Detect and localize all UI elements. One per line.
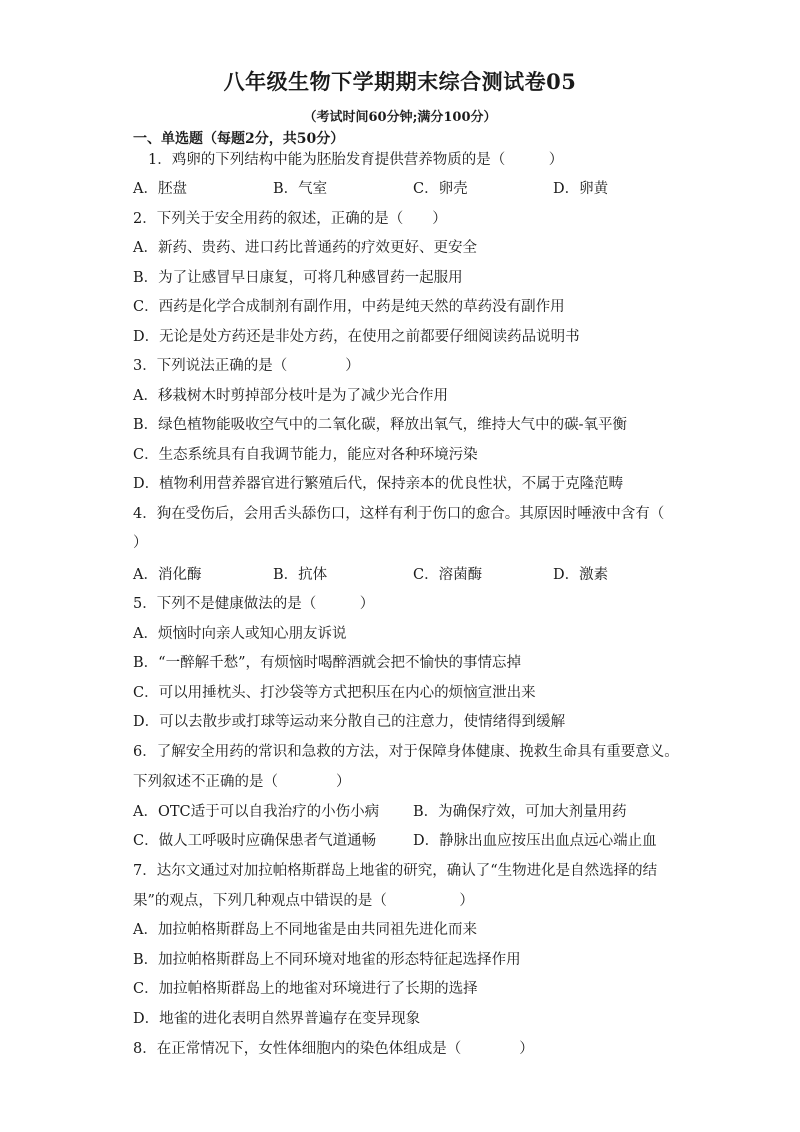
question-1-option-a: A．胚盘 [133, 181, 187, 197]
question-4-option-a: A．消化酶 [133, 567, 202, 583]
question-5-option-c: C．可以用捶枕头、打沙袋等方式把积压在内心的烦恼宣泄出来 [133, 685, 536, 701]
question-3-option-c: C．生态系统具有自我调节能力，能应对各种环境污染 [133, 447, 478, 463]
question-2-stem: 2．下列关于安全用药的叙述，正确的是（ ） [133, 211, 447, 227]
question-7-stem-line1: 7．达尔文通过对加拉帕格斯群岛上地雀的研究，确认了“生物进化是自然选择的结 [133, 863, 658, 879]
question-2-option-a: A．新药、贵药、进口药比普通药的疗效更好、更安全 [133, 240, 477, 256]
question-7-option-b: B．加拉帕格斯群岛上不同环境对地雀的形态特征起选择作用 [133, 952, 521, 968]
question-8-stem: 8．在正常情况下，女性体细胞内的染色体组成是（ ） [133, 1041, 534, 1057]
question-2-option-b: B．为了让感冒早日康复，可将几种感冒药一起服用 [133, 270, 463, 286]
question-1-option-c: C．卵壳 [413, 181, 468, 197]
question-6-stem-line1: 6．了解安全用药的常识和急救的方法，对于保障身体健康、挽救生命具有重要意义。 [133, 744, 679, 760]
question-6-stem-line2: 下列叙述不正确的是（ ） [133, 774, 351, 790]
question-7-option-c: C．加拉帕格斯群岛上的地雀对环境进行了长期的选择 [133, 981, 478, 997]
question-7-stem-line2: 果”的观点，下列几种观点中错误的是（ ） [133, 893, 474, 909]
question-6-option-b: B．为确保疗效，可加大剂量用药 [413, 804, 627, 820]
question-5-option-b: B．“一醉解千愁”，有烦恼时喝醉酒就会把不愉快的事情忘掉 [133, 655, 521, 671]
question-4-stem-line1: 4．狗在受伤后，会用舌头舔伤口，这样有利于伤口的愈合。其原因时唾液中含有（ [133, 506, 665, 522]
question-4-stem-line2: ） [133, 535, 148, 551]
section-heading: 一、单选题（每题2分，共50分） [133, 131, 345, 147]
question-6-option-d: D．静脉出血应按压出血点远心端止血 [413, 833, 657, 849]
question-2-option-d: D．无论是处方药还是非处方药，在使用之前都要仔细阅读药品说明书 [133, 329, 580, 345]
question-4-option-b: B．抗体 [273, 567, 328, 583]
question-6-option-a: A．OTC适于可以自我治疗的小伤小病 [133, 804, 380, 820]
question-4-option-c: C．溶菌酶 [413, 567, 483, 583]
exam-info: （考试时间60分钟;满分100分） [303, 110, 497, 125]
question-6-option-c: C．做人工呼吸时应确保患者气道通畅 [133, 833, 377, 849]
question-1-stem: 1．鸡卵的下列结构中能为胚胎发育提供营养物质的是（ ） [148, 152, 564, 168]
question-3-option-b: B．绿色植物能吸收空气中的二氧化碳，释放出氧气，维持大气中的碳-氧平衡 [133, 417, 628, 433]
question-5-stem: 5．下列不是健康做法的是（ ） [133, 596, 375, 612]
question-7-option-a: A．加拉帕格斯群岛上不同地雀是由共同祖先进化而来 [133, 922, 477, 938]
question-3-stem: 3．下列说法正确的是（ ） [133, 358, 360, 374]
question-5-option-d: D．可以去散步或打球等运动来分散自己的注意力，使情绪得到缓解 [133, 714, 566, 730]
question-1-option-d: D．卵黄 [553, 181, 609, 197]
question-5-option-a: A．烦恼时向亲人或知心朋友诉说 [133, 626, 347, 642]
question-4-option-d: D．激素 [553, 567, 609, 583]
question-7-option-d: D．地雀的进化表明自然界普遍存在变异现象 [133, 1011, 421, 1027]
question-3-option-d: D．植物利用营养器官进行繁殖后代，保持亲本的优良性状，不属于克隆范畴 [133, 476, 624, 492]
question-1-option-b: B．气室 [273, 181, 328, 197]
page-title: 八年级生物下学期期末综合测试卷05 [223, 69, 577, 94]
question-2-option-c: C．西药是化学合成制剂有副作用，中药是纯天然的草药没有副作用 [133, 299, 565, 315]
question-3-option-a: A．移栽树木时剪掉部分枝叶是为了减少光合作用 [133, 388, 448, 404]
